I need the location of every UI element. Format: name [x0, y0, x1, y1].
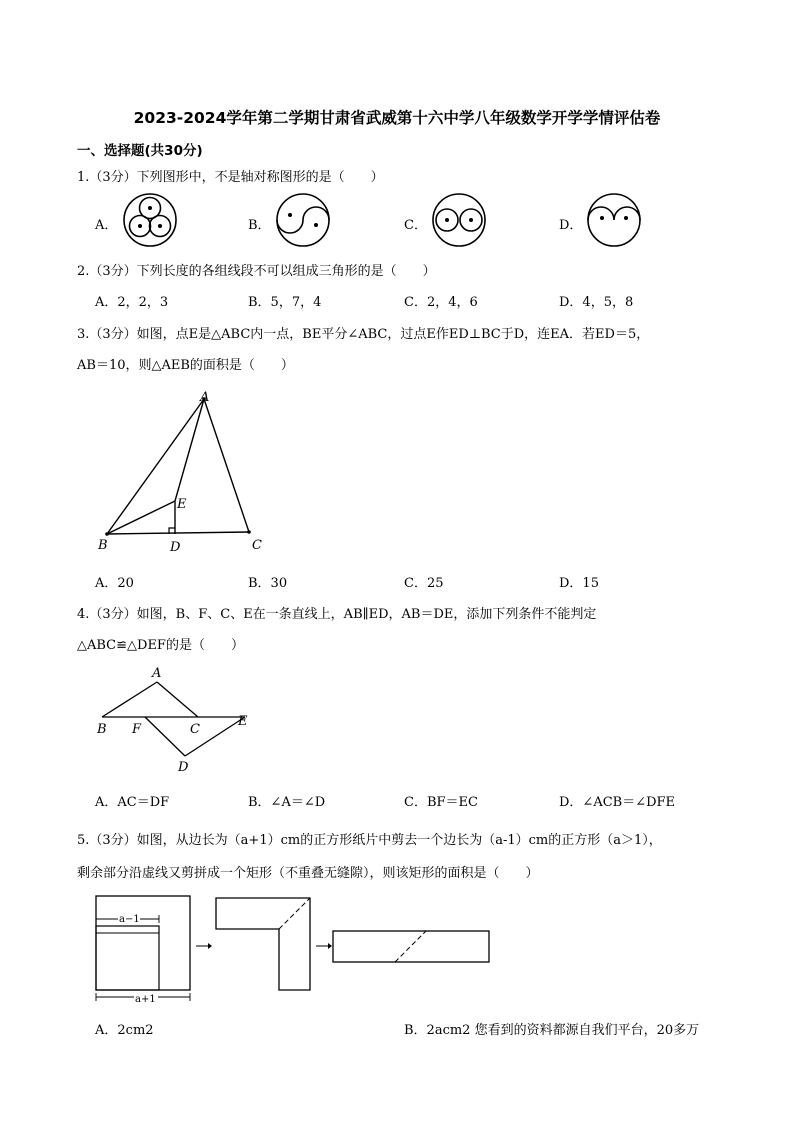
q4-label-a: A: [152, 666, 162, 681]
q3-option-c: C．25: [404, 576, 444, 591]
q4-label-b: B: [97, 722, 107, 737]
q4-label-d: D: [178, 760, 189, 775]
q1-figure-c: [428, 193, 490, 247]
q5-option-b: B．2acm2 您看到的资料都源自我们平台，20多万: [404, 1023, 700, 1038]
page-title: 2023-2024学年第二学期甘肃省武威第十六中学八年级数学开学学情评估卷: [133, 109, 661, 127]
question-5-stem-line-1: 5.（3分）如图，从边长为（a+1）cm的正方形纸片中剪去一个边长为（a-1）cm的正方形（a＞1），: [77, 833, 662, 848]
q3-label-c: C: [252, 538, 262, 553]
q2-option-c: C．2，4，6: [404, 295, 478, 310]
q5-option-a: A．2cm2: [95, 1023, 154, 1038]
question-1-stem: 1.（3分）下列图形中，不是轴对称图形的是（ ）: [77, 170, 384, 185]
q4-option-a: A．AC＝DF: [95, 795, 170, 810]
q3-triangle-figure: [90, 388, 280, 563]
q3-label-e: E: [177, 497, 187, 512]
q1-option-a: A．: [95, 218, 118, 233]
q3-option-d: D．15: [559, 576, 599, 591]
question-4-stem-line-2: △ABC≌△DEF的是（ ）: [77, 638, 244, 653]
q3-option-a: A．20: [95, 576, 134, 591]
q5-figure: [90, 893, 500, 1008]
q5-label-a-minus-1: a−1: [119, 914, 140, 925]
q1-option-b: B．: [248, 218, 271, 233]
question-3-stem-line-2: AB＝10，则△AEB的面积是（ ）: [77, 358, 294, 373]
q1-option-c: C．: [404, 218, 427, 233]
q1-figure-d: [584, 193, 644, 247]
q4-label-c: C: [190, 722, 200, 737]
q4-option-c: C．BF＝EC: [404, 795, 478, 810]
q1-figure-b: [273, 193, 333, 247]
q5-label-a-plus-1: a+1: [135, 994, 156, 1005]
q4-label-f: F: [132, 722, 142, 737]
q4-option-d: D．∠ACB＝∠DFE: [559, 795, 676, 810]
q3-label-a: A: [200, 390, 210, 405]
q3-label-b: B: [98, 538, 108, 553]
q3-label-d: D: [170, 540, 181, 555]
section-heading: 一、选择题(共30分): [77, 143, 203, 159]
q2-option-a: A．2，2，3: [95, 295, 169, 310]
q3-option-b: B．30: [248, 576, 288, 591]
q1-figure-a: [120, 193, 180, 247]
q1-option-d: D．: [559, 218, 583, 233]
q4-figure: [90, 662, 265, 777]
question-4-stem-line-1: 4.（3分）如图，B、F、C、E在一条直线上，AB∥ED，AB＝DE，添加下列条件不能判定: [77, 607, 597, 622]
q2-option-b: B．5，7，4: [248, 295, 322, 310]
q2-option-d: D．4，5，8: [559, 295, 634, 310]
question-3-stem-line-1: 3.（3分）如图，点E是△ABC内一点，BE平分∠ABC，过点E作ED⊥BC于D，连EA．若ED＝5，: [77, 327, 650, 342]
q4-label-e: E: [238, 714, 248, 729]
question-5-stem-line-2: 剩余部分沿虚线又剪拼成一个矩形（不重叠无缝隙），则该矩形的面积是（ ）: [77, 866, 539, 881]
q4-option-b: B．∠A＝∠D: [248, 795, 326, 810]
question-2-stem: 2.（3分）下列长度的各组线段不可以组成三角形的是（ ）: [77, 264, 436, 279]
